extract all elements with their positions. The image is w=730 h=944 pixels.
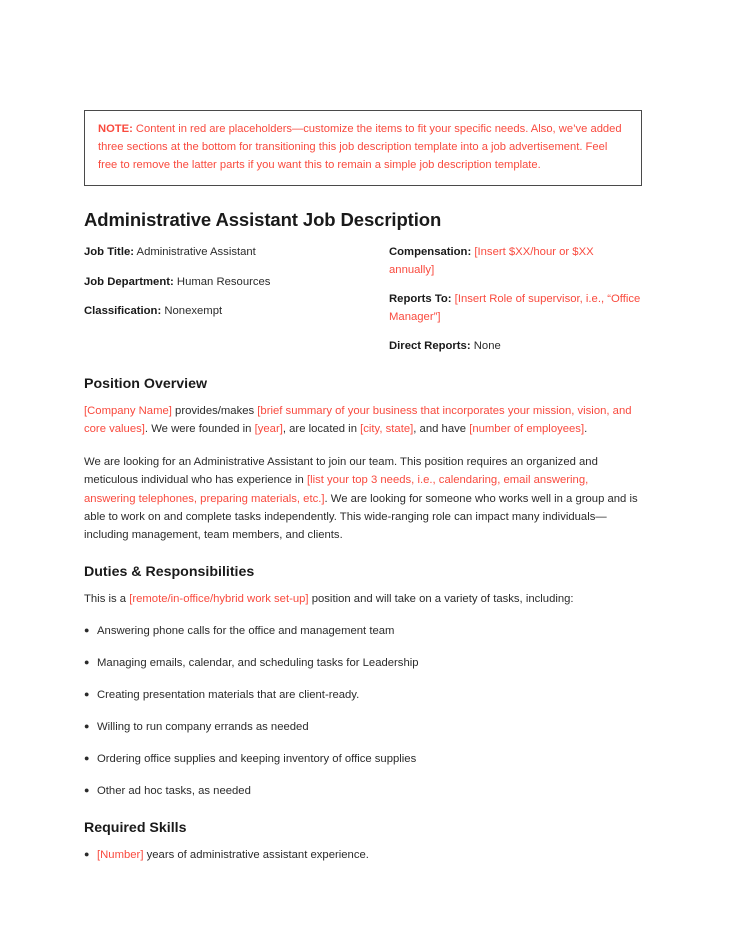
meta-label-job-title: Job Title: (84, 246, 135, 259)
overview-text-2: . We were founded in (144, 423, 255, 436)
list-item-text: Ordering office supplies and keeping inventory of office supplies (97, 753, 417, 766)
meta-value-direct-reports: None (470, 340, 501, 353)
placeholder-number-of-years: [Number] (97, 848, 144, 861)
bullet-dot-icon: ● (84, 657, 90, 668)
bullet-dot-icon: ● (84, 848, 90, 859)
meta-label-job-department: Job Department: (84, 275, 174, 288)
placeholder-number-of-employees: [number of employees] (469, 423, 585, 436)
section-duties-responsibilities (84, 564, 642, 801)
meta-label-compensation: Compensation: (389, 246, 472, 259)
list-item-text: years of administrative assistant experience. (143, 848, 369, 861)
duties-intro-line (84, 590, 642, 608)
meta-label-reports-to: Reports To: (389, 293, 452, 306)
meta-label-classification: Classification: (84, 305, 162, 318)
section-heading-position-overview: Position Overview (84, 375, 207, 392)
duties-intro-text-2: position and will take on a variety of tasks, including: (308, 592, 574, 605)
placeholder-business-summary: [brief summary of your business that incorporates your mission, vision, and core values] (84, 404, 632, 436)
meta-row-direct-reports (389, 338, 642, 356)
meta-row-job-title (84, 244, 379, 262)
meta-row-reports-to (389, 291, 642, 326)
bullet-dot-icon: ● (84, 689, 90, 700)
document-content (84, 110, 642, 864)
section-heading-required-skills: Required Skills (84, 819, 187, 836)
list-item-text: Other ad hoc tasks, as needed (97, 785, 251, 798)
overview-text-4: , and have (413, 423, 470, 436)
overview-text-1: provides/makes (171, 404, 258, 417)
note-text (98, 120, 628, 174)
page-title: Administrative Assistant Job Description (84, 209, 442, 231)
meta-label-direct-reports: Direct Reports: (389, 340, 471, 353)
placeholder-city-state: [city, state] (360, 423, 414, 436)
meta-row-job-department (84, 274, 379, 292)
list-item-text: Answering phone calls for the office and management team (97, 625, 395, 638)
position-overview-paragraph-1 (84, 402, 642, 439)
list-item-text: Managing emails, calendar, and scheduling tasks for Leadership (97, 657, 419, 670)
section-heading-duties: Duties & Responsibilities (84, 563, 255, 580)
overview-text-5: . (584, 423, 588, 436)
overview-text-3: , are located in (282, 423, 361, 436)
duties-intro-text-1: This is a (84, 592, 130, 605)
bullet-dot-icon: ● (84, 625, 90, 636)
list-item (84, 846, 642, 864)
list-item-text: Creating presentation materials that are client-ready. (97, 689, 360, 702)
note-body-text: Content in red are placeholders—customize the items to fit your specific needs. Also, we’ve added three sections at the bottom for transitioning this job description template into a job advertisement. Feel free to remove the latter parts if you want this to remain a simple job description template. (98, 123, 622, 172)
note-callout-box (84, 110, 642, 186)
required-skills-bullet-list (84, 846, 642, 864)
placeholder-work-setup: [remote/in-office/hybrid work set-up] (129, 592, 309, 605)
position-overview-paragraph-2 (84, 453, 642, 545)
placeholder-company-name: [Company Name] (84, 404, 172, 417)
section-position-overview (84, 376, 642, 545)
overview2-text-2: . We are looking for someone who works well in a group and is able to work on and complete tasks independently. This wide-ranging role can impact many individuals—including management, team members, and clients. (84, 492, 638, 542)
meta-value-compensation: [Insert $XX/hour or $XX annually] (389, 246, 594, 276)
meta-row-classification (84, 303, 379, 321)
meta-row-compensation (389, 244, 642, 279)
job-meta-left-column (84, 244, 389, 321)
list-item (84, 654, 642, 672)
job-meta-right-column (389, 244, 642, 356)
list-item-text: Willing to run company errands as needed (97, 721, 309, 734)
bullet-dot-icon: ● (84, 785, 90, 796)
overview2-text-1: We are looking for an Administrative Assistant to join our team. This position requires an organized and meticulous individual who has experience in (84, 455, 598, 487)
bullet-dot-icon: ● (84, 753, 90, 764)
list-item (84, 622, 642, 640)
meta-value-job-title: Administrative Assistant (134, 246, 256, 259)
duties-bullet-list (84, 622, 642, 800)
list-item (84, 686, 642, 704)
meta-value-job-department: Human Resources (173, 275, 271, 288)
section-required-skills (84, 820, 642, 864)
bullet-dot-icon: ● (84, 721, 90, 732)
meta-value-reports-to: [Insert Role of supervisor, i.e., “Office Manager”] (389, 293, 641, 323)
note-lead-label: NOTE: (98, 123, 133, 135)
job-meta-block (84, 244, 642, 356)
list-item (84, 782, 642, 800)
placeholder-year: [year] (254, 423, 283, 436)
meta-value-classification: Nonexempt (161, 305, 223, 318)
list-item (84, 718, 642, 736)
placeholder-top-3-needs: [list your top 3 needs, i.e., calendaring, email answering, answering telephones, preparing materials, etc.] (84, 474, 589, 505)
list-item (84, 750, 642, 768)
